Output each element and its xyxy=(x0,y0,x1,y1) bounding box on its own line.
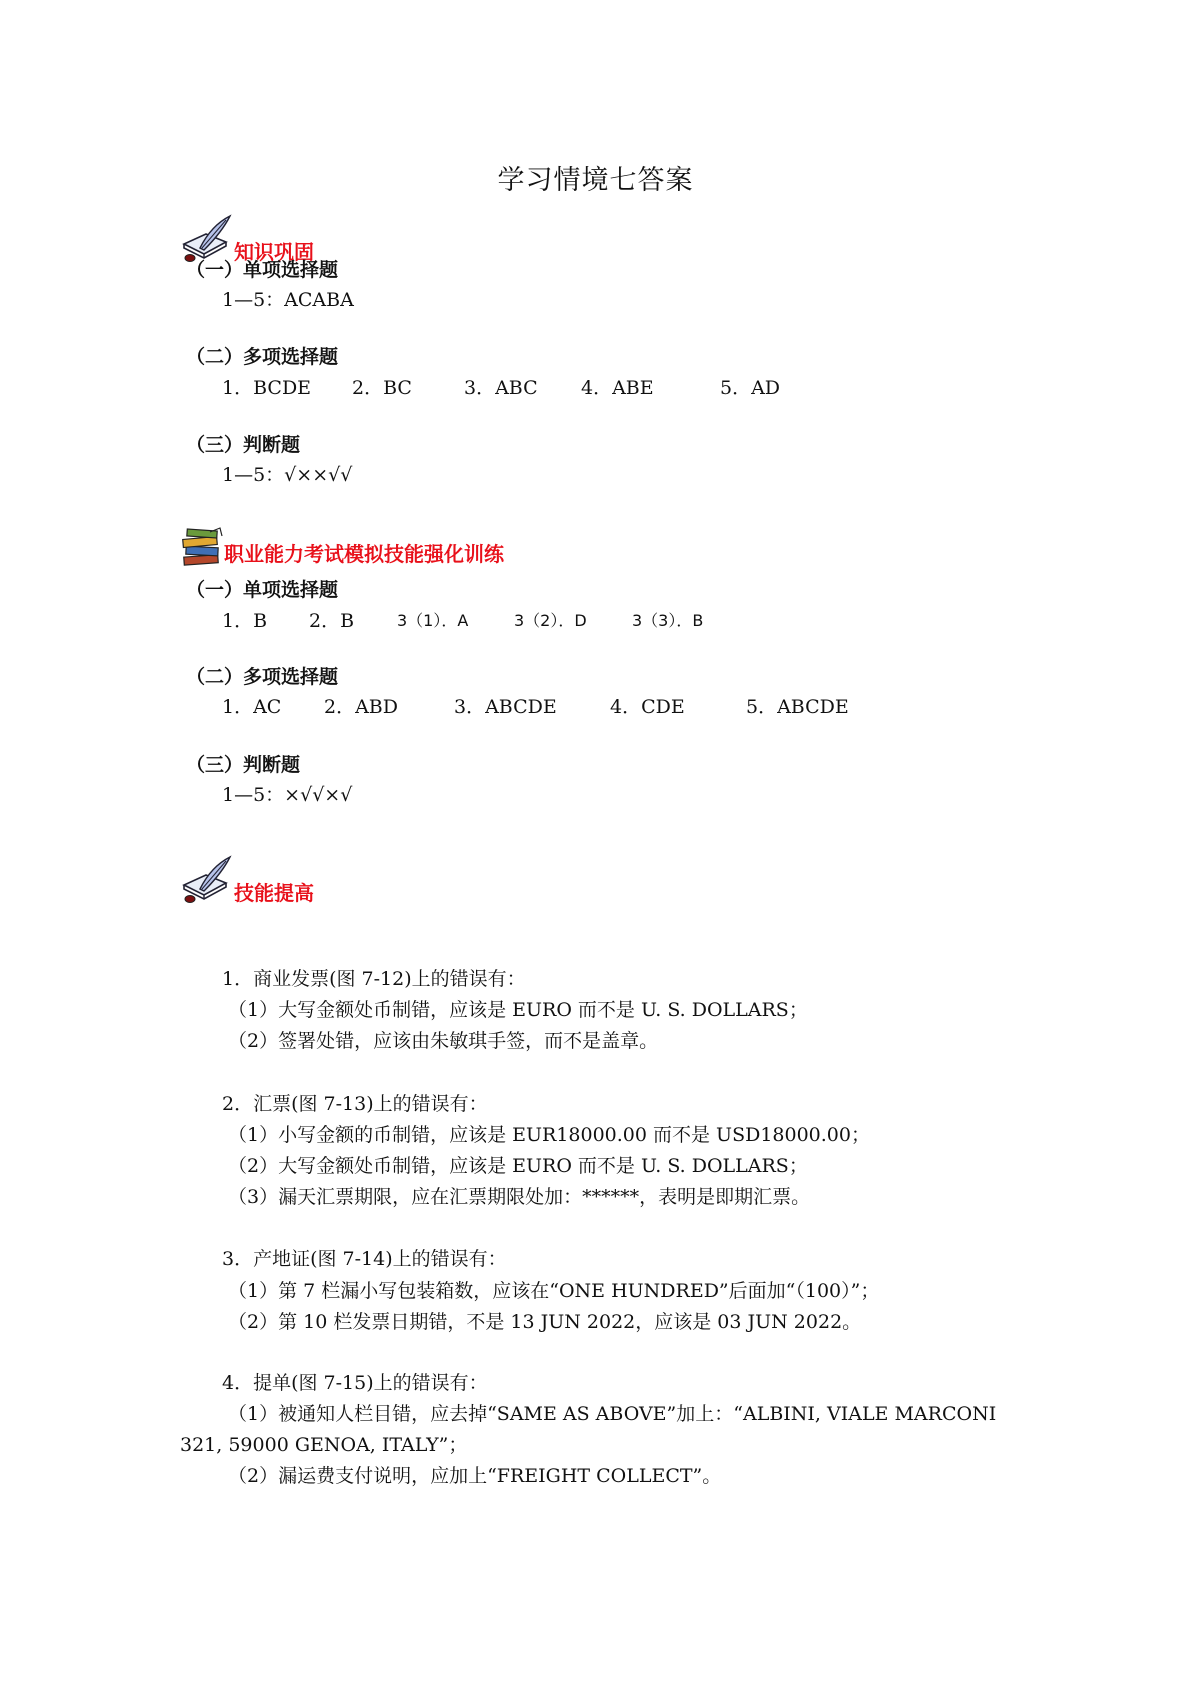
item-line: （1）大写金额处币制错，应该是 EURO 而不是 U. S. DOLLARS； xyxy=(228,999,808,1021)
answer-item: 5．ABCDE xyxy=(746,696,849,718)
answer-item: 1．BCDE xyxy=(222,377,312,399)
answer-judgement-1: 1—5：√××√√ xyxy=(222,464,353,486)
item-line: （2）签署处错，应该由朱敏琪手签，而不是盖章。 xyxy=(228,1030,659,1052)
book-quill-icon xyxy=(180,855,232,905)
answer-item: 3（3）．B xyxy=(632,611,704,630)
answer-item: 3（2）．D xyxy=(514,611,587,630)
answer-item: 4．CDE xyxy=(610,696,685,718)
item-line: （1）第 7 栏漏小写包装箱数，应该在“ONE HUNDRED”后面加“（100）”； xyxy=(228,1280,880,1302)
section-title: 职业能力考试模拟技能强化训练 xyxy=(224,542,504,566)
answer-judgement-2: 1—5：×√√×√ xyxy=(222,784,353,806)
answer-item: 1．B xyxy=(222,610,268,632)
item-line: 321, 59000 GENOA, ITALY”； xyxy=(180,1434,468,1456)
item-heading: 3．产地证(图 7-14)上的错误有： xyxy=(222,1248,507,1270)
section-title: 技能提高 xyxy=(234,881,314,905)
heading-judgement-2: （三）判断题 xyxy=(186,754,301,776)
answer-item: 3．ABC xyxy=(464,377,538,399)
item-heading: 2．汇票(图 7-13)上的错误有： xyxy=(222,1093,488,1115)
answer-single-choice-1: 1—5：ACABA xyxy=(222,289,354,311)
item-line: （2）大写金额处币制错，应该是 EURO 而不是 U. S. DOLLARS； xyxy=(228,1155,808,1177)
answer-item: 2．B xyxy=(309,610,355,632)
answer-item: 4．ABE xyxy=(581,377,654,399)
answer-item: 2．ABD xyxy=(324,696,399,718)
item-line: （1）小写金额的币制错，应该是 EUR18000.00 而不是 USD18000.00； xyxy=(228,1124,870,1146)
item-line: （3）漏天汇票期限，应在汇票期限处加：******，表明是即期汇票。 xyxy=(228,1186,811,1208)
heading-multi-choice-1: （二）多项选择题 xyxy=(186,346,339,368)
answer-item: 3．ABCDE xyxy=(454,696,557,718)
page-title: 学习情境七答案 xyxy=(497,165,694,196)
answer-item: 5．AD xyxy=(720,377,781,399)
item-line: （2）第 10 栏发票日期错，不是 13 JUN 2022，应该是 03 JUN 2022。 xyxy=(228,1311,862,1333)
heading-single-choice-1: （一）单项选择题 xyxy=(186,259,339,281)
item-heading: 1．商业发票(图 7-12)上的错误有： xyxy=(222,968,526,990)
item-line: （2）漏运费支付说明，应加上“FREIGHT COLLECT”。 xyxy=(228,1465,722,1487)
answer-item: 3（1）．A xyxy=(397,611,469,630)
heading-single-choice-2: （一）单项选择题 xyxy=(186,579,339,601)
item-line: （1）被通知人栏目错，应去掉“SAME AS ABOVE”加上：“ALBINI, VIALE MARCONI xyxy=(228,1403,997,1425)
item-heading: 4．提单(图 7-15)上的错误有： xyxy=(222,1372,488,1394)
section-title: 知识巩固 xyxy=(234,240,314,264)
heading-multi-choice-2: （二）多项选择题 xyxy=(186,666,339,688)
answer-item: 2．BC xyxy=(352,377,412,399)
books-stack-icon xyxy=(180,526,226,570)
answer-item: 1．AC xyxy=(222,696,282,718)
heading-judgement-1: （三）判断题 xyxy=(186,434,301,456)
